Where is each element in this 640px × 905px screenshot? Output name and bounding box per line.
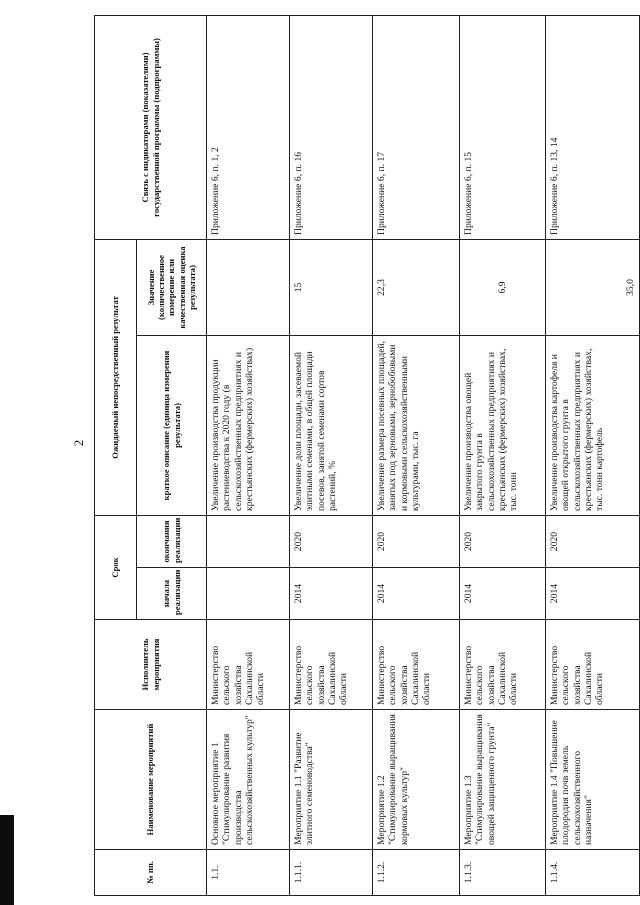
page-number: 2 [71, 439, 86, 447]
row-name: Мероприятие 1.1 "Развитие элитного семеноводства" [290, 710, 373, 850]
row-value: 35,0 [546, 239, 640, 335]
table-row [546, 15, 640, 895]
row-name: Мероприятие 1.4 "Повышение плодородия почв земель сельскохозяйственного назначения" [546, 710, 640, 850]
row-executor: Министерство сельского хозяйства Сахалинской области [373, 620, 460, 710]
row-start: 2014 [546, 568, 640, 620]
row-start: 2014 [290, 568, 373, 620]
row-start: 2014 [460, 568, 546, 620]
row-executor: Министерство сельского хозяйства Сахалинской области [546, 620, 640, 710]
row-num: 1.1.1. [290, 850, 373, 896]
header-short-desc: краткое описание (единица измерения результата) [137, 335, 207, 515]
row-name: Мероприятие 1.3 "Стимулирование выращивания овощей защищенного грунта" [460, 710, 546, 850]
header-expected: Ожидаемый непосредственный результат [95, 239, 137, 515]
row-executor: Министерство сельского хозяйства Сахалинской области [207, 620, 290, 710]
row-num: 1.1.4. [546, 850, 640, 896]
row-link: Приложение 6, п. 15 [460, 15, 546, 239]
table-row [290, 15, 373, 895]
row-desc: Увеличение производства овощей закрытого грунта в сельскохозяйственных предприятиях и крестьянских (фермерских) хозяйствах, тыс. тонн [460, 335, 546, 515]
row-name: Основное мероприятие 1 "Стимулирование развития производства сельскохозяйственных культур" [207, 710, 290, 850]
row-end: 2020 [373, 515, 460, 567]
row-end: 2020 [460, 515, 546, 567]
row-link: Приложение 6, п. 16 [290, 15, 373, 239]
row-num: 1.1. [207, 850, 290, 896]
row-num: 1.1.2. [373, 850, 460, 896]
activities-table [94, 15, 640, 896]
row-executor: Министерство сельского хозяйства Сахалинской области [290, 620, 373, 710]
row-value: 6,9 [460, 239, 546, 335]
header-num: № пп. [95, 850, 207, 896]
table-row [373, 15, 460, 895]
row-desc: Увеличение доли площади, засеваемой элитными семенами, в общей площади посевов, занятой семенами сортов растений, % [290, 335, 373, 515]
row-name: Мероприятие 1.2 "Стимулирование выращивания кормовых культур" [373, 710, 460, 850]
row-desc: Увеличение размера посевных площадей, занятых под зерновыми, зернобобовыми и кормовыми сельскохозяйственными культурами, тыс. га [373, 335, 460, 515]
row-link: Приложение 6, п. 13, 14 [546, 15, 640, 239]
row-link: Приложение 6, п. 17 [373, 15, 460, 239]
row-desc: Увеличение производства продукции растениеводства к 2020 году (в сельскохозяйственных предприятиях и крестьянских (фермерских) хозяйствах) [207, 335, 290, 515]
table-row [460, 15, 546, 895]
row-desc: Увеличение производства картофеля и овощей открытого грунта в сельскохозяйственных предприятиях и крестьянских (фермерских) хозяйствах, тыс. тонн картофель [546, 335, 640, 515]
row-value: 22,3 [373, 239, 460, 335]
row-num: 1.1.3. [460, 850, 546, 896]
row-end: 2020 [290, 515, 373, 567]
header-term-start: начала реализации [137, 568, 207, 620]
header-value: Значение (количественное измерение или качественная оценка результата) [137, 239, 207, 335]
header-term-end: окончания реализации [137, 515, 207, 567]
row-end: 2020 [546, 515, 640, 567]
row-value: 15 [290, 239, 373, 335]
row-executor: Министерство сельского хозяйства Сахалинской области [460, 620, 546, 710]
header-name: Наименование мероприятий [95, 710, 207, 850]
scan-edge-mark [0, 815, 14, 905]
header-row-1 [95, 15, 137, 895]
row-start [207, 568, 290, 620]
row-value [207, 239, 290, 335]
rotated-table-wrapper [94, 16, 639, 896]
table-row [207, 15, 290, 895]
row-end [207, 515, 290, 567]
header-executor: Исполнитель мероприятия [95, 620, 207, 710]
row-link: Приложение 6, п. 1, 2 [207, 15, 290, 239]
header-term: Срок [95, 515, 137, 619]
header-link: Связь с индикаторами (показателями) государственной программы (подпрограммы) [95, 15, 207, 239]
row-start: 2014 [373, 568, 460, 620]
